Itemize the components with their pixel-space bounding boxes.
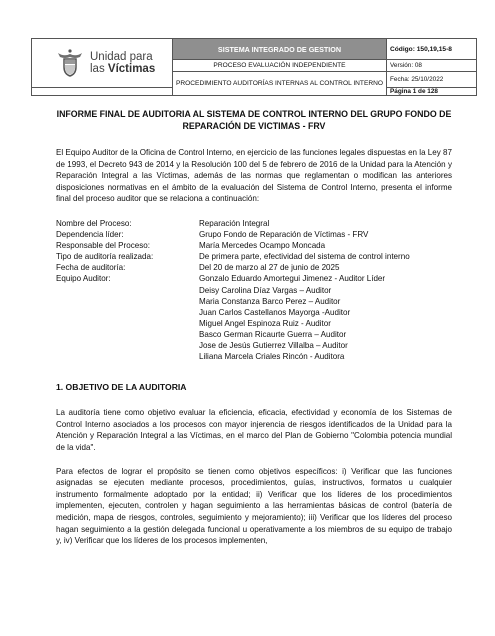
- info-row: [56, 218, 452, 229]
- info-label: [56, 340, 199, 351]
- specific-objectives-paragraph: Para efectos de lograr el propósito se tienen como objetivos específicos: i) Verificar que las funciones asignadas se ejecuten mediante procesos, procedimientos, guías, instructivos, formatos u cualquier instrumento formalmente adoptado por la entidad; ii) Verificar que los líderes de los procedimientos implementen, ejecuten, controlen y hagan seguimiento a las herramientas básicas de control (batería de medición, mapa de riesgos, controles, seguimiento y mejoramiento); iii) Verificar que los líderes del proceso hagan seguimiento a la gestión delegada funcional u operativamente a los miembros de su equipo de trabajo y, iv) Verificar que los líderes de los procesos implementen,: [56, 466, 452, 546]
- info-label: [56, 296, 199, 307]
- info-row: [56, 307, 452, 318]
- info-label: Dependencia líder:: [56, 230, 124, 240]
- info-value: María Mercedes Ocampo Moncada: [199, 241, 326, 251]
- info-value: Reparación Integral: [199, 218, 270, 228]
- info-row: [56, 318, 452, 329]
- document-body: [56, 108, 452, 547]
- unidad-victimas-logo: [32, 39, 172, 87]
- section-1-heading: 1. OBJETIVO DE LA AUDITORIA: [56, 382, 187, 393]
- info-row: [56, 285, 452, 296]
- info-label: Nombre del Proceso:: [56, 218, 132, 228]
- info-value: Jose de Jesús Gutierrez Villalba – Auditor: [199, 341, 348, 350]
- system-name: SISTEMA INTEGRADO DE GESTION: [173, 39, 387, 60]
- report-title: INFORME FINAL DE AUDITORIA AL SISTEMA DE CONTROL INTERNO DEL GRUPO FONDO DE REPARACIÓN DE VICTIMAS - FRV: [56, 109, 452, 131]
- coat-of-arms-icon: [54, 48, 86, 78]
- info-value: Juan Carlos Castellanos Mayorga -Auditor: [199, 307, 351, 317]
- logo-line-1: Unidad para: [90, 51, 153, 63]
- info-value: Liliana Marcela Criales Rincón - Auditora: [199, 352, 345, 362]
- info-row: [56, 351, 452, 362]
- page-number: Página 1 de 128: [387, 88, 477, 96]
- info-row: [56, 251, 452, 262]
- info-row: [56, 240, 452, 251]
- info-label: [56, 329, 199, 340]
- info-label: Tipo de auditoría realizada:: [56, 252, 154, 262]
- info-row: [56, 273, 452, 284]
- info-row: [56, 229, 452, 240]
- info-value: De primera parte, efectividad del sistema de control interno: [199, 252, 410, 262]
- info-row: [56, 329, 452, 340]
- objective-paragraph: La auditoría tiene como objetivo evaluar la eficiencia, eficacia, efectividad y economía de los Sistemas de Control Interno asociados a los procesos con mayor injerencia de riesgos identificados de la Unidad para la Atención y Reparación Integral a las Víctimas, en el marco del Plan de Gobierno "Colombia potencia mundial de la vida".: [56, 408, 452, 452]
- info-value: Miguel Angel Espinoza Ruiz - Auditor: [199, 318, 331, 328]
- audit-info-list: [56, 218, 452, 362]
- info-label: Responsable del Proceso:: [56, 241, 150, 251]
- doc-code: Código: 150,19,15-8: [387, 39, 477, 60]
- info-value: Grupo Fondo de Reparación de Víctimas - FRV: [199, 230, 369, 240]
- logo-cell: [32, 39, 173, 88]
- logo-line-2: las Víctimas: [90, 63, 156, 75]
- process-name: PROCESO EVALUACIÓN INDEPENDIENTE: [173, 60, 387, 72]
- info-row: [56, 296, 452, 307]
- info-value: Gonzalo Eduardo Amortegui Jimenez - Auditor Líder: [199, 274, 386, 284]
- intro-paragraph: El Equipo Auditor de la Oficina de Control Interno, en ejercicio de las funciones legales dispuestas en la Ley 87 de 1993, el Decreto 943 de 2014 y la Resolución 100 del 5 de febrero de 2016 de la Unidad para la Atención y Reparación Integral a las Víctimas, además de las normas que reglamentan o modifican las anteriores disposiciones normativas en el ámbito de la evaluación del Sistema de Control Interno, presenta el informe final del proceso auditor que se relaciona a continuación:: [56, 148, 452, 204]
- doc-version: Versión: 08: [387, 60, 477, 72]
- info-value: Basco German Ricaurte Guerra – Auditor: [199, 329, 347, 339]
- info-row: [56, 340, 452, 351]
- info-label: [56, 318, 199, 329]
- info-label: Equipo Auditor:: [56, 274, 111, 284]
- doc-date: Fecha: 25/10/2022: [387, 72, 477, 88]
- info-value: Deisy Carolina Díaz Vargas – Auditor: [199, 285, 332, 295]
- info-value: Del 20 de marzo al 27 de junio de 2025: [199, 263, 340, 273]
- info-label: [56, 307, 199, 318]
- info-value: Maria Constanza Barco Perez – Auditor: [199, 296, 341, 306]
- info-label: Fecha de auditoría:: [56, 263, 126, 273]
- info-label: [56, 351, 199, 362]
- info-row: [56, 262, 452, 273]
- info-label: [56, 285, 199, 296]
- document-header: [31, 38, 477, 96]
- procedure-name: PROCEDIMIENTO AUDITORÍAS INTERNAS AL CONTROL INTERNO: [173, 72, 387, 96]
